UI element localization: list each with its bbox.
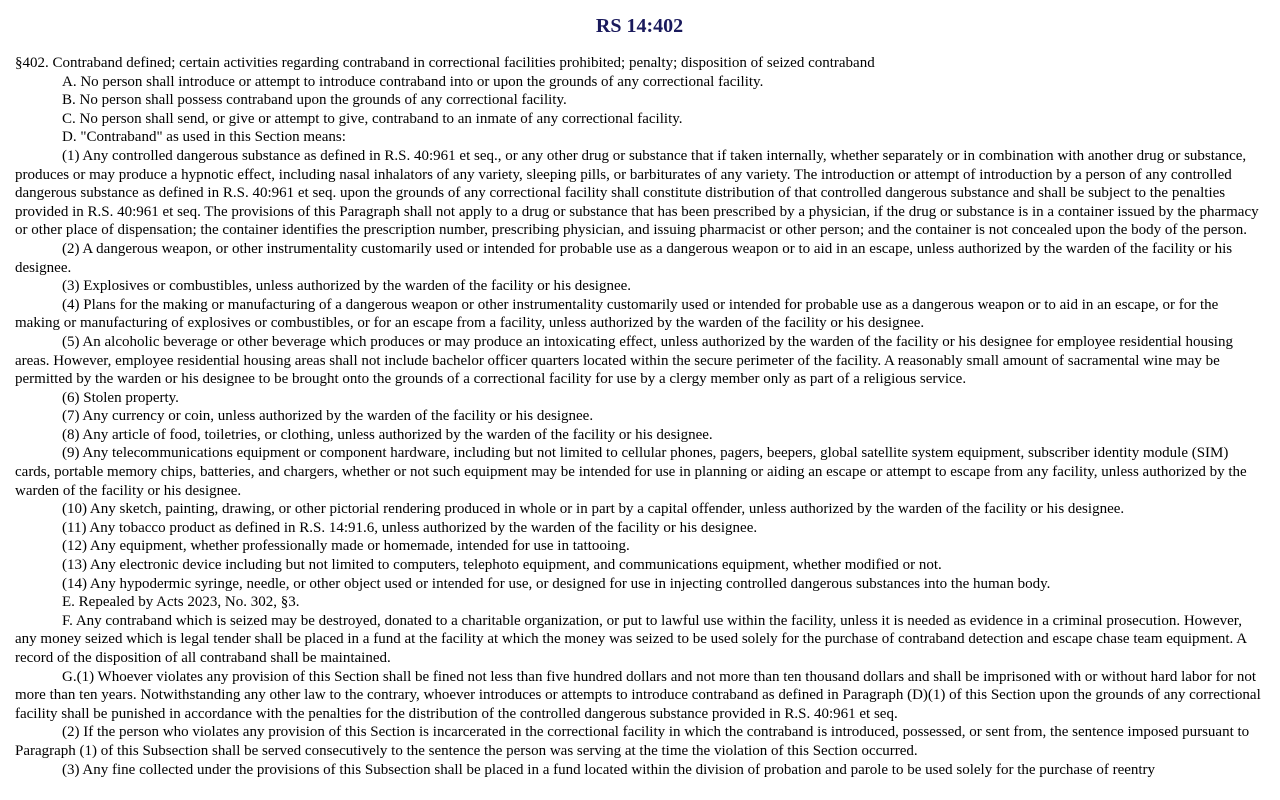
paragraph-e: E. Repealed by Acts 2023, No. 302, §3. [62, 594, 300, 611]
paragraph-c: C. No person shall send, or give or attempt to give, contraband to an inmate of any correctional facility. [62, 110, 683, 127]
paragraph-g-3: (3) Any fine collected under the provisions of this Subsection shall be placed in a fund located within the division of probation and parole to be used solely for the purchase of reentry [62, 761, 1156, 778]
paragraph-d-14: (14) Any hypodermic syringe, needle, or other object used or intended for use, or designed for use in injecting controlled dangerous substances into the human body. [62, 575, 1051, 592]
paragraph-g-2: (2) If the person who violates any provision of this Section is incarcerated in the correctional facility in which the contraband is introduced, possessed, or sent from, the sentence imposed pursuant to Paragraph (1) of this Subsection shall be served consecutively to the sentence the person was serving at the time the violation of this Section occurred. [15, 724, 1250, 759]
paragraph-d-13: (13) Any electronic device including but not limited to computers, telephoto equipment, and communications equipment, whether modified or not. [62, 557, 942, 574]
paragraph-d-9: (9) Any telecommunications equipment or component hardware, including but not limited to cellular phones, pagers, beepers, global satellite system equipment, subscriber identity module (SIM) cards, portable memory chips, batteries, and chargers, whether or not such equipment may be intended for use in planning or aiding an escape or attempt to escape from any facility, unless authorized by the warden of the facility or his designee. [15, 445, 1247, 499]
paragraph-g-1: G.(1) Whoever violates any provision of this Section shall be fined not less than five hundred dollars and not more than ten thousand dollars and shall be imprisoned with or without hard labor for not more than ten years. Notwithstanding any other law to the contrary, whoever introduces or attempts to introduce contraband as defined in Paragraph (D)(1) of this Section upon the grounds of any correctional facility shall be punished in accordance with the penalties for the distribution of the controlled dangerous substance provided in R.S. 40:961 et seq. [15, 668, 1261, 722]
paragraph-d-2: (2) A dangerous weapon, or other instrumentality customarily used or intended for probable use as a dangerous weapon or to aid in an escape, unless authorized by the warden of the facility or his designee. [15, 240, 1233, 276]
section-body [15, 73, 1264, 780]
section-heading: §402. Contraband defined; certain activities regarding contraband in correctional facilities prohibited; penalty; disposition of seized contraband [15, 55, 875, 71]
document-title: RS 14:402 [595, 15, 684, 37]
paragraph-d-6: (6) Stolen property. [62, 389, 179, 406]
paragraph-d-7: (7) Any currency or coin, unless authorized by the warden of the facility or his designee. [62, 408, 594, 425]
paragraph-d-3: (3) Explosives or combustibles, unless authorized by the warden of the facility or his designee. [62, 278, 632, 295]
paragraph-d-4: (4) Plans for the making or manufacturing of a dangerous weapon or other instrumentality customarily used or intended for probable use as a dangerous weapon or to aid in an escape, or for the making or manufacturing of explosives or combustibles, or for an escape from a facility, unless authorized by the warden of the facility or his designee. [15, 296, 1219, 332]
paragraph-d-1: (1) Any controlled dangerous substance as defined in R.S. 40:961 et seq., or any other drug or substance that if taken internally, whether separately or in combination with another drug or substance, produces or may produce a hypnotic effect, including nasal inhalators of any variety, sleeping pills, or barbiturates of any variety. The introduction or attempt of introduction by a person of any controlled dangerous substance as defined in R.S. 40:961 et seq. upon the grounds of any correctional facility shall constitute distribution of that controlled dangerous substance and shall be subject to the penalties provided in R.S. 40:961 et seq. The provisions of this Paragraph shall not apply to a drug or substance that has been prescribed by a physician, if the drug or substance is in a container issued by the pharmacy or other place of dispensation; the container identifies the prescription number, prescribing physician, and issuing pharmacist or other person; and the container is not concealed upon the body of the person. [15, 147, 1259, 239]
paragraph-d-5: (5) An alcoholic beverage or other beverage which produces or may produce an intoxicating effect, unless authorized by the warden of the facility or his designee for employee residential housing areas. However, employee residential housing areas shall not include bachelor officer quarters located within the secure perimeter of the facility. A reasonably small amount of sacramental wine may be permitted by the warden or his designee to be brought onto the grounds of a correctional facility for use by a clergy member only as part of a religious service. [15, 333, 1233, 388]
paragraph-d: D. "Contraband" as used in this Section means: [62, 129, 346, 146]
paragraph-a: A. No person shall introduce or attempt to introduce contraband into or upon the grounds of any correctional facility. [62, 73, 764, 90]
paragraph-f: F. Any contraband which is seized may be destroyed, donated to a charitable organization, or put to lawful use within the facility, unless it is needed as evidence in a criminal prosecution. However, any money seized which is legal tender shall be placed in a fund at the facility at which the money was seized to be used solely for the purchase of contraband detection and escape chase team equipment. A record of the disposition of all contraband shall be maintained. [15, 612, 1247, 666]
paragraph-d-11: (11) Any tobacco product as defined in R.S. 14:91.6, unless authorized by the warden of the facility or his designee. [62, 519, 758, 536]
paragraph-d-12: (12) Any equipment, whether professionally made or homemade, intended for use in tattooing. [62, 538, 630, 555]
paragraph-d-8: (8) Any article of food, toiletries, or clothing, unless authorized by the warden of the facility or his designee. [62, 426, 713, 443]
paragraph-b: B. No person shall possess contraband upon the grounds of any correctional facility. [62, 92, 567, 109]
paragraph-d-10: (10) Any sketch, painting, drawing, or other pictorial rendering produced in whole or in part by a capital offender, unless authorized by the warden of the facility or his designee. [62, 501, 1125, 518]
